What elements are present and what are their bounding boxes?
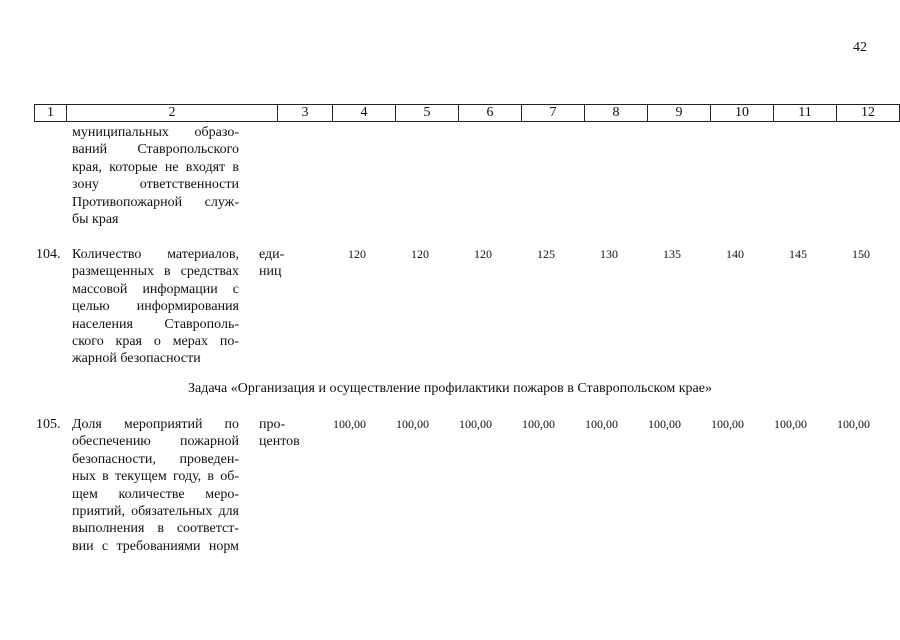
text-line: края, которые не входят в [72,159,239,175]
text-line: Доля мероприятий по [72,417,239,432]
column-number: 11 [774,105,837,122]
row-number: 104. [36,247,61,262]
value-cell: 100,00 [333,417,366,431]
text-line: ваний Ставропольского [72,142,239,158]
text-line: населения Ставрополь- [72,316,239,332]
value-cell: 100,00 [459,417,492,431]
row-number: 105. [36,417,61,432]
column-number: 3 [278,105,333,122]
text-line: ниц [259,264,282,280]
text-line: ных в текущем году, в об- [72,469,239,485]
value-cell: 130 [600,247,618,261]
value-cell: 120 [348,247,366,261]
value-cell: 100,00 [648,417,681,431]
value-cell: 140 [726,247,744,261]
text-line: вии с требованиями норм [72,538,239,554]
text-line: еди- [259,247,285,262]
value-cell: 120 [474,247,492,261]
unit-label [259,246,284,281]
text-line: массовой информации с [72,281,239,297]
column-number: 7 [522,105,585,122]
value-cell: 120 [411,247,429,261]
value-cell: 100,00 [396,417,429,431]
text-line: зону ответственности [72,177,239,193]
text-line: про- [259,417,286,432]
column-number: 1 [35,105,67,122]
continuation-text [72,124,239,228]
value-cell: 100,00 [522,417,555,431]
value-cell: 100,00 [711,417,744,431]
task-heading: Задача «Организация и осуществление профилактики пожаров в Ставропольском крае» [188,381,712,396]
text-line: выполнения в соответст- [72,521,239,537]
text-line: Противопожарной служ- [72,194,239,210]
column-number: 9 [648,105,711,122]
value-cell: 100,00 [774,417,807,431]
value-cell: 100,00 [585,417,618,431]
text-line: ского края о мерах по- [72,334,239,350]
column-number: 5 [396,105,459,122]
value-cell: 125 [537,247,555,261]
text-line: бы края [72,212,119,228]
column-number: 2 [67,105,278,122]
text-line: муниципальных образо- [72,125,239,140]
unit-label [259,416,300,451]
column-number: 8 [585,105,648,122]
column-header-row [34,104,900,122]
page-number: 42 [853,40,867,55]
indicator-text [72,416,239,555]
text-line: Количество материалов, [72,247,239,262]
text-line: размещенных в средствах [72,264,239,280]
text-line: целью информирования [72,299,239,315]
text-line: безопасности, проведен- [72,451,239,467]
text-line: жарной безопасности [72,351,201,367]
column-number: 10 [711,105,774,122]
column-number: 12 [837,105,900,122]
value-cell: 135 [663,247,681,261]
text-line: центов [259,434,300,450]
text-line: щем количестве меро- [72,486,239,502]
text-line: приятий, обязательных для [72,504,239,520]
value-cell: 150 [852,247,870,261]
column-number: 6 [459,105,522,122]
value-cell: 100,00 [837,417,870,431]
indicator-text [72,246,239,368]
column-number: 4 [333,105,396,122]
text-line: обеспечению пожарной [72,434,239,450]
value-cell: 145 [789,247,807,261]
